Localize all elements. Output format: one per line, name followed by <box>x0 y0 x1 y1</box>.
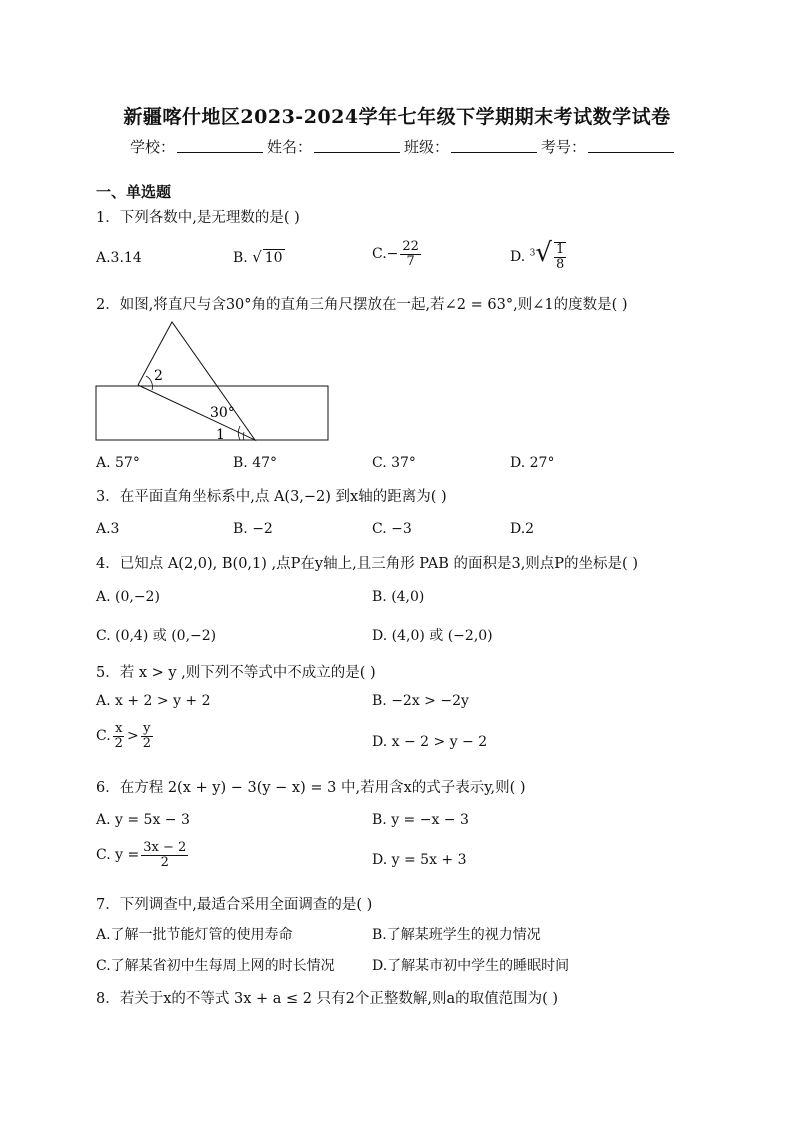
question-3-stem: 3．在平面直角坐标系中,点 A(3,−2) 到x轴的距离为( ) <box>96 489 447 505</box>
fraction-numerator: 3x − 2 <box>143 840 187 855</box>
fraction-denominator: 8 <box>555 257 565 272</box>
q3-option-d: D.2 <box>510 521 535 537</box>
q7-option-d: D.了解某市初中学生的睡眠时间 <box>372 958 570 974</box>
q1-option-c-prefix: C.− <box>372 246 399 263</box>
fraction-numerator: 22 <box>402 239 419 254</box>
angle-1-arc <box>243 432 244 440</box>
question-1-stem: 1．下列各数中,是无理数的是( ) <box>96 210 300 226</box>
q6-option-c-prefix: C. y = <box>96 847 140 864</box>
q1-option-b <box>233 248 285 266</box>
q4-option-d: D. (4,0) 或 (−2,0) <box>372 628 493 644</box>
student-info-row <box>130 136 678 157</box>
fraction-denominator: 2 <box>142 735 151 751</box>
q2-option-a: A. 57° <box>96 455 140 471</box>
school-label: 学校： <box>130 138 176 156</box>
q1-option-a: A.3.14 <box>96 250 142 266</box>
radical-sign: √ <box>252 248 262 266</box>
q7-option-a: A.了解一批节能灯管的使用寿命 <box>96 927 293 943</box>
exam-title: 新疆喀什地区2023-2024学年七年级下学期期末考试数学试卷 <box>123 106 671 128</box>
angle-1-label: 1 <box>216 427 225 443</box>
q7-option-c: C.了解某省初中生每周上网的时长情况 <box>96 958 335 974</box>
question-4-stem: 4．已知点 A(2,0), B(0,1) ,点P在y轴上,且三角形 PAB 的面积是3,则点P的坐标是( ) <box>96 556 638 572</box>
q6-option-c <box>96 841 190 869</box>
q6-option-c-fraction <box>141 841 188 869</box>
angle-2-arc <box>146 376 152 390</box>
fraction-denominator: 2 <box>160 854 169 870</box>
question-5-stem: 5．若 x > y ,则下列不等式中不成立的是( ) <box>96 665 376 681</box>
q5-option-a: A. x + 2 > y + 2 <box>96 693 211 709</box>
q4-option-a: A. (0,−2) <box>96 589 160 605</box>
q2-option-b: B. 47° <box>233 455 278 471</box>
number-label: 考号： <box>541 138 587 156</box>
q1-option-d-prefix: D. <box>510 249 530 265</box>
fraction-y-over-2 <box>141 722 153 750</box>
fraction-x-over-2 <box>113 722 125 750</box>
question-8-stem: 8．若关于x的不等式 3x + a ≤ 2 只有2个正整数解,则a的取值范围为( ) <box>96 991 559 1007</box>
fraction-denominator: 2 <box>114 735 123 751</box>
q5-option-b: B. −2x > −2y <box>372 693 469 709</box>
fraction-numerator: y <box>143 721 151 736</box>
q6-option-a: A. y = 5x − 3 <box>96 812 190 828</box>
question-2-stem: 2．如图,将直尺与含30°角的直角三角尺摆放在一起,若∠2 = 63°,则∠1的度数是( ) <box>96 297 628 313</box>
q6-option-b: B. y = −x − 3 <box>372 812 469 828</box>
q7-option-b: B.了解某班学生的视力情况 <box>372 927 541 943</box>
q1-option-b-prefix: B. <box>233 250 253 266</box>
q5-option-c <box>96 722 155 750</box>
angle-30-label: 30° <box>210 405 235 421</box>
fraction-numerator: x <box>115 721 123 736</box>
class-blank[interactable] <box>451 136 537 153</box>
q1-option-d-fraction <box>554 242 566 271</box>
q1-option-b-radicand: 10 <box>264 250 283 266</box>
fraction-numerator: 1 <box>555 242 565 258</box>
greater-than-sign: > <box>126 728 139 745</box>
q1-option-c <box>372 240 423 268</box>
ruler-triangle-figure <box>94 318 334 444</box>
q4-option-b: B. (4,0) <box>372 589 425 605</box>
q3-option-a: A.3 <box>96 521 120 537</box>
class-label: 班级： <box>404 138 450 156</box>
radical-sign: √ <box>535 238 552 268</box>
school-blank[interactable] <box>177 136 263 153</box>
q4-option-c: C. (0,4) 或 (0,−2) <box>96 628 217 644</box>
name-blank[interactable] <box>314 136 400 153</box>
number-blank[interactable] <box>588 136 674 153</box>
q2-option-c: C. 37° <box>372 455 416 471</box>
q5-option-c-prefix: C. <box>96 728 111 745</box>
angle-2-label: 2 <box>154 368 163 384</box>
q1-option-d <box>510 238 568 272</box>
q3-option-c: C. −3 <box>372 521 412 537</box>
q5-option-d: D. x − 2 > y − 2 <box>372 734 488 750</box>
fraction-denominator: 7 <box>406 253 415 269</box>
q3-option-b: B. −2 <box>233 521 273 537</box>
q6-option-d: D. y = 5x + 3 <box>372 852 467 868</box>
section-heading: 一、单选题 <box>96 183 172 201</box>
name-label: 姓名： <box>267 138 313 156</box>
question-6-stem: 6．在方程 2(x + y) − 3(y − x) = 3 中,若用含x的式子表示y,则( ) <box>96 780 526 796</box>
cube-root-index: 3 <box>529 248 536 259</box>
q1-option-c-fraction <box>400 240 421 268</box>
q2-option-d: D. 27° <box>510 455 555 471</box>
question-7-stem: 7．下列调查中,最适合采用全面调查的是( ) <box>96 897 373 913</box>
